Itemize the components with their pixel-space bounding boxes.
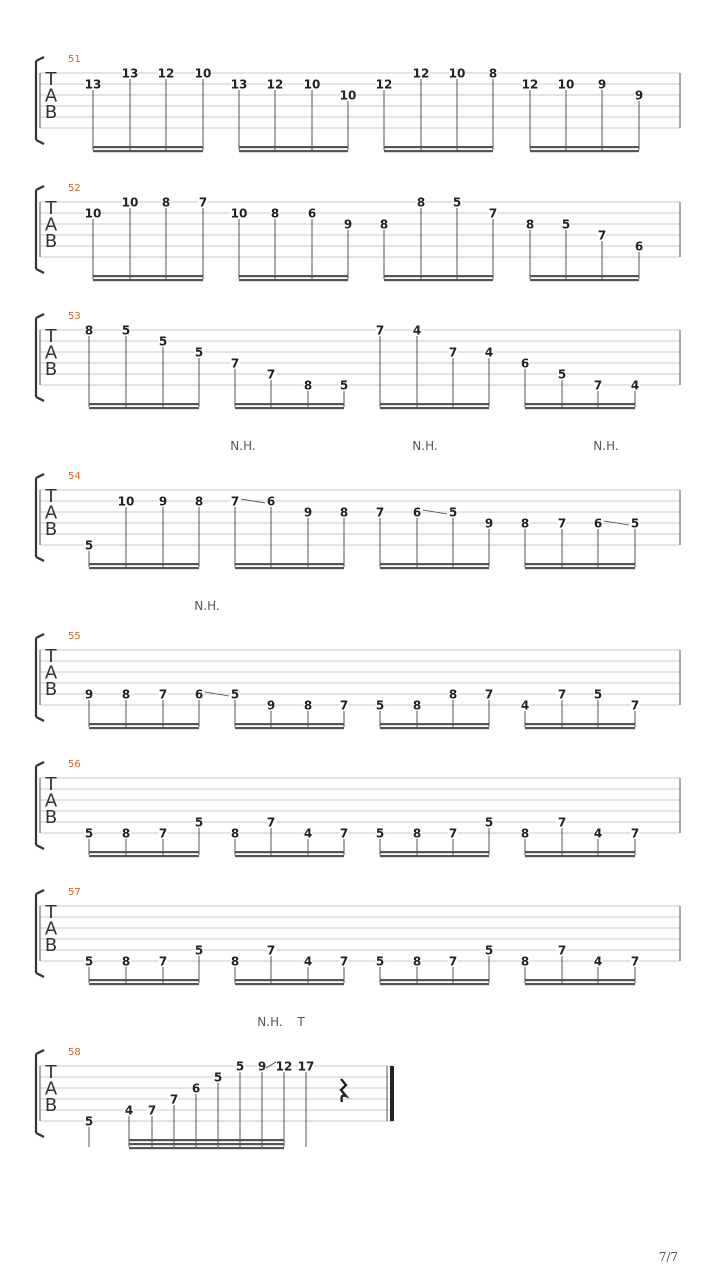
fret-number: 4	[593, 826, 603, 841]
beam	[89, 855, 199, 857]
tab-clef-letter: B	[44, 679, 58, 700]
fret-number: 8	[520, 954, 530, 969]
fret-number: 4	[412, 323, 422, 338]
bar-number: 58	[68, 1047, 81, 1058]
fret-number: 6	[266, 494, 276, 509]
fret-number: 7	[339, 954, 349, 969]
fret-number: 7	[375, 323, 385, 338]
beam	[93, 279, 203, 281]
beam	[93, 275, 203, 277]
beam	[129, 1139, 284, 1141]
technique-annotation: T	[297, 1015, 305, 1029]
beam	[235, 567, 344, 569]
fret-number: 6	[593, 516, 603, 531]
fret-number: 6	[520, 356, 530, 371]
tab-system	[36, 759, 680, 857]
fret-number: 7	[230, 356, 240, 371]
fret-number: 5	[375, 826, 385, 841]
fret-number: 10	[448, 66, 466, 81]
fret-number: 5	[235, 1059, 245, 1074]
beam	[525, 851, 635, 853]
fret-number: 4	[484, 345, 494, 360]
tab-clef-letter: T	[45, 198, 57, 219]
fret-number: 4	[593, 954, 603, 969]
beam	[380, 979, 489, 981]
fret-number: 8	[270, 206, 280, 221]
tab-clef-letter: B	[44, 935, 58, 956]
fret-number: 9	[303, 505, 313, 520]
tab-clef-letter: T	[45, 774, 57, 795]
fret-number: 5	[84, 826, 94, 841]
technique-annotation: N.H.	[194, 599, 220, 613]
fret-number: 5	[194, 345, 204, 360]
beam	[93, 146, 203, 148]
fret-number: 7	[557, 815, 567, 830]
fret-number: 7	[169, 1092, 179, 1107]
tab-clef-letter: B	[44, 807, 58, 828]
fret-number: 10	[121, 195, 139, 210]
fret-number: 5	[84, 1114, 94, 1129]
tab-clef-letter: B	[44, 1095, 58, 1116]
fret-number: 7	[375, 505, 385, 520]
beam	[380, 563, 489, 565]
fret-number: 5	[375, 954, 385, 969]
tab-system	[36, 311, 680, 409]
tab-clef-letter: A	[44, 85, 58, 107]
fret-number: 7	[266, 815, 276, 830]
tab-clef-letter: A	[44, 790, 58, 812]
beam	[525, 979, 635, 981]
fret-number: 5	[194, 815, 204, 830]
fret-number: 7	[147, 1103, 157, 1118]
fret-number: 7	[266, 943, 276, 958]
fret-number: 8	[161, 195, 171, 210]
beam	[235, 983, 344, 985]
fret-number: 9	[257, 1059, 267, 1074]
fret-number: 7	[230, 494, 240, 509]
fret-number: 10	[117, 494, 135, 509]
fret-number: 5	[484, 815, 494, 830]
fret-number: 7	[593, 378, 603, 393]
fret-number: 8	[194, 494, 204, 509]
fret-number: 9	[343, 217, 353, 232]
beam	[235, 727, 344, 729]
fret-number: 9	[597, 77, 607, 92]
beam	[235, 403, 344, 405]
fret-number: 9	[84, 687, 94, 702]
beam	[525, 855, 635, 857]
bar-number: 54	[68, 471, 81, 482]
beam	[89, 983, 199, 985]
fret-number: 12	[375, 77, 393, 92]
fret-number: 10	[339, 88, 357, 103]
fret-number: 7	[339, 826, 349, 841]
beam	[525, 983, 635, 985]
beam	[380, 727, 489, 729]
fret-number: 5	[561, 217, 571, 232]
bar-number: 57	[68, 887, 81, 898]
beam	[384, 275, 493, 277]
fret-number: 8	[488, 66, 498, 81]
beam	[530, 146, 639, 148]
fret-number: 7	[266, 367, 276, 382]
beam	[384, 279, 493, 281]
fret-number: 6	[194, 687, 204, 702]
fret-number: 12	[157, 66, 175, 81]
beam	[525, 407, 635, 409]
tab-clef-letter: T	[45, 646, 57, 667]
beam	[129, 1143, 284, 1145]
fret-number: 9	[266, 698, 276, 713]
beam	[239, 150, 348, 152]
tab-clef-letter: A	[44, 342, 58, 364]
fret-number: 6	[191, 1081, 201, 1096]
fret-number: 8	[520, 516, 530, 531]
fret-number: 5	[557, 367, 567, 382]
fret-number: 5	[84, 954, 94, 969]
beam	[235, 855, 344, 857]
tab-system	[36, 471, 680, 569]
fret-number: 4	[630, 378, 640, 393]
tab-clef-letter: T	[45, 1062, 57, 1083]
beam	[380, 851, 489, 853]
beam	[239, 146, 348, 148]
technique-annotation: N.H.	[257, 1015, 283, 1029]
beam	[239, 279, 348, 281]
fret-number: 8	[121, 687, 131, 702]
beam	[235, 563, 344, 565]
fret-number: 7	[448, 954, 458, 969]
fret-number: 8	[121, 954, 131, 969]
tab-system	[36, 631, 680, 729]
bar-number: 51	[68, 54, 81, 65]
fret-number: 5	[84, 538, 94, 553]
fret-number: 8	[525, 217, 535, 232]
fret-number: 7	[339, 698, 349, 713]
bar-number: 55	[68, 631, 81, 642]
fret-number: 7	[630, 698, 640, 713]
fret-number: 8	[448, 687, 458, 702]
beam	[89, 567, 199, 569]
beam	[525, 567, 635, 569]
fret-number: 13	[230, 77, 248, 92]
fret-number: 7	[557, 687, 567, 702]
beam	[530, 279, 639, 281]
fret-number: 6	[634, 239, 644, 254]
tab-clef-letter: T	[45, 326, 57, 347]
fret-number: 7	[557, 516, 567, 531]
fret-number: 5	[630, 516, 640, 531]
fret-number: 4	[124, 1103, 134, 1118]
fret-number: 4	[520, 698, 530, 713]
fret-number: 9	[158, 494, 168, 509]
beam	[89, 563, 199, 565]
beam	[380, 983, 489, 985]
fret-number: 5	[121, 323, 131, 338]
fret-number: 10	[303, 77, 321, 92]
bar-number: 53	[68, 311, 81, 322]
tab-clef-letter: A	[44, 502, 58, 524]
fret-number: 7	[158, 954, 168, 969]
fret-number: 8	[230, 826, 240, 841]
bar-number: 56	[68, 759, 81, 770]
fret-number: 17	[297, 1059, 315, 1074]
fret-number: 10	[557, 77, 575, 92]
fret-number: 8	[121, 826, 131, 841]
beam	[235, 723, 344, 725]
fret-number: 8	[303, 378, 313, 393]
tab-clef-letter: A	[44, 1078, 58, 1100]
fret-number: 4	[303, 954, 313, 969]
fret-number: 5	[339, 378, 349, 393]
technique-annotation: N.H.	[593, 439, 619, 453]
fret-number: 8	[339, 505, 349, 520]
tab-system	[36, 54, 680, 152]
beam	[235, 979, 344, 981]
beam	[235, 407, 344, 409]
beam	[530, 275, 639, 277]
fret-number: 12	[266, 77, 284, 92]
fret-number: 7	[158, 826, 168, 841]
fret-number: 5	[230, 687, 240, 702]
fret-number: 7	[484, 687, 494, 702]
beam	[384, 150, 493, 152]
final-barline	[390, 1066, 394, 1121]
fret-number: 8	[379, 217, 389, 232]
fret-number: 7	[488, 206, 498, 221]
beam	[129, 1147, 284, 1149]
beam	[89, 979, 199, 981]
technique-annotation: N.H.	[230, 439, 256, 453]
fret-number: 12	[412, 66, 430, 81]
fret-number: 8	[84, 323, 94, 338]
beam	[89, 407, 199, 409]
tab-system	[36, 1047, 394, 1149]
beam	[89, 723, 199, 725]
fret-number: 5	[593, 687, 603, 702]
fret-number: 5	[194, 943, 204, 958]
tab-clef-letter: B	[44, 359, 58, 380]
fret-number: 6	[412, 505, 422, 520]
fret-number: 5	[448, 505, 458, 520]
tab-clef-letter: A	[44, 662, 58, 684]
beam	[530, 150, 639, 152]
beam	[525, 723, 635, 725]
tab-system	[36, 183, 680, 281]
fret-number: 12	[275, 1059, 293, 1074]
tab-clef-letter: A	[44, 214, 58, 236]
page-number: 7/7	[658, 1250, 678, 1264]
beam	[239, 275, 348, 277]
beam	[380, 407, 489, 409]
fret-number: 8	[412, 698, 422, 713]
beam	[525, 563, 635, 565]
tab-clef-letter: B	[44, 519, 58, 540]
tab-clef-letter: T	[45, 486, 57, 507]
fret-number: 6	[307, 206, 317, 221]
fret-number: 5	[452, 195, 462, 210]
beam	[384, 146, 493, 148]
fret-number: 7	[198, 195, 208, 210]
beam	[93, 150, 203, 152]
beam	[89, 403, 199, 405]
fret-number: 7	[557, 943, 567, 958]
tab-clef-letter: A	[44, 918, 58, 940]
beam	[380, 855, 489, 857]
beam	[235, 851, 344, 853]
fret-number: 5	[213, 1070, 223, 1085]
fret-number: 8	[520, 826, 530, 841]
tab-clef-letter: T	[45, 902, 57, 923]
beam	[525, 403, 635, 405]
fret-number: 4	[303, 826, 313, 841]
fret-number: 7	[597, 228, 607, 243]
fret-number: 7	[448, 826, 458, 841]
fret-number: 5	[158, 334, 168, 349]
fret-number: 8	[412, 826, 422, 841]
beam	[380, 403, 489, 405]
fret-number: 10	[230, 206, 248, 221]
bar-number: 52	[68, 183, 81, 194]
fret-number: 7	[630, 954, 640, 969]
fret-number: 10	[194, 66, 212, 81]
fret-number: 13	[121, 66, 139, 81]
beam	[89, 851, 199, 853]
fret-number: 7	[630, 826, 640, 841]
fret-number: 8	[303, 698, 313, 713]
tab-clef-letter: B	[44, 231, 58, 252]
beam	[525, 727, 635, 729]
fret-number: 12	[521, 77, 539, 92]
technique-annotation: N.H.	[412, 439, 438, 453]
fret-number: 9	[484, 516, 494, 531]
tab-system	[36, 887, 680, 985]
fret-number: 7	[448, 345, 458, 360]
fret-number: 7	[158, 687, 168, 702]
fret-number: 13	[84, 77, 102, 92]
fret-number: 8	[412, 954, 422, 969]
tab-clef-letter: T	[45, 69, 57, 90]
fret-number: 8	[416, 195, 426, 210]
beam	[89, 727, 199, 729]
fret-number: 5	[375, 698, 385, 713]
fret-number: 5	[484, 943, 494, 958]
tab-clef-letter: B	[44, 102, 58, 123]
fret-number: 9	[634, 88, 644, 103]
beam	[380, 567, 489, 569]
beam	[380, 723, 489, 725]
fret-number: 8	[230, 954, 240, 969]
fret-number: 10	[84, 206, 102, 221]
slide-line	[266, 1062, 276, 1068]
